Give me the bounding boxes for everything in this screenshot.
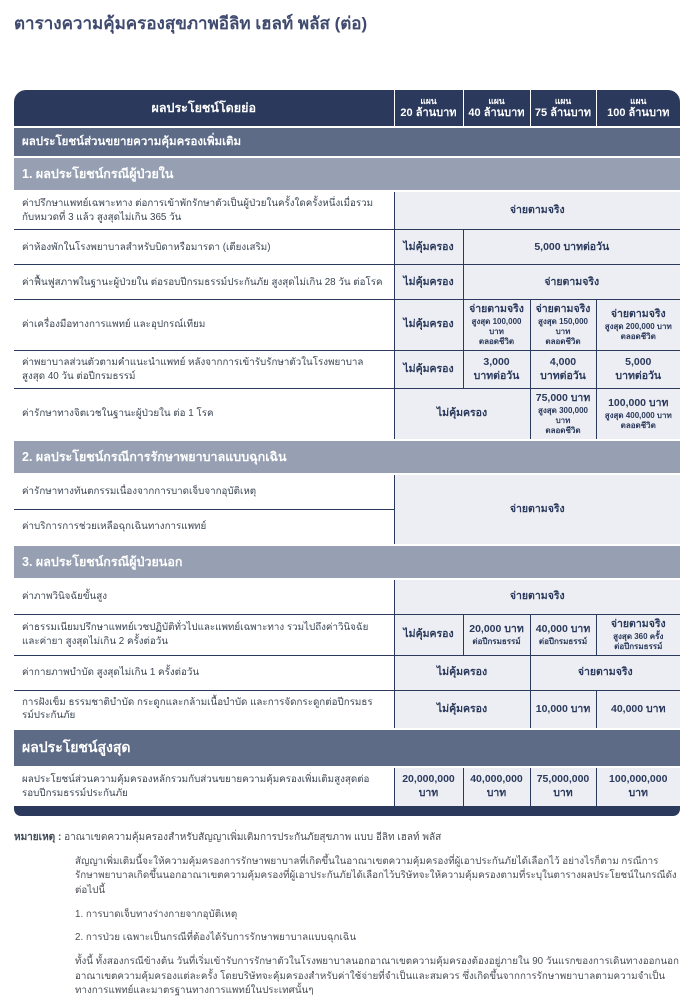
plan-label: แผน — [630, 96, 647, 107]
table-row — [14, 191, 680, 230]
plan75-value-cell — [530, 767, 596, 806]
plan20-value-cell: ไม่คุ้มครอง — [394, 265, 463, 300]
plan100-value-cell — [596, 767, 680, 806]
plan-40m-header — [463, 90, 530, 127]
value-main: 100,000 บาท — [608, 397, 669, 410]
value-sub: ต่อปีกรมธรรม์ — [472, 636, 521, 646]
notes-heading — [14, 830, 680, 845]
plan20-value-cell — [394, 767, 463, 806]
benefit-desc-cell: ค่าห้องพักในโรงพยาบาลสำหรับบิดาหรือมารดา (เตียงเสริม) — [14, 230, 394, 265]
notes-item-1: 1. การบาดเจ็บทางร่างกายจากอุบัติเหตุ — [75, 908, 238, 920]
coverage-table-container — [14, 90, 680, 816]
plans40-100-value-cell: จ่ายตามจริง — [463, 265, 680, 300]
table-row — [14, 389, 680, 440]
plan-75m-header — [530, 90, 596, 127]
max-benefit-title: ผลประโยชน์สูงสุด — [14, 729, 680, 767]
plans20-40-value-cell: ไม่คุ้มครอง — [394, 389, 530, 440]
value-amount: 75,000,000 — [536, 773, 590, 786]
plans75-100-value-cell: จ่ายตามจริง — [530, 655, 680, 690]
table-header-row — [14, 90, 680, 127]
plan20-value-cell: ไม่คุ้มครอง — [394, 230, 463, 265]
page-title: ตารางความคุ้มครองสุขภาพอีลิท เฮลท์ พลัส (ต่อ) — [14, 14, 368, 33]
plan100-value-cell — [596, 300, 680, 351]
value-sub: ตลอดชีวิต — [620, 332, 656, 342]
notes-paragraph-2: ทั้งนี้ ทั้งสองกรณีข้างต้น วันที่เริ่มเข้ารับการรักษาตัวในโรงพยาบาลนอกอาณาเขตความคุ้มครองต้องอยู่ภายใน 90 วันแรกของการเดินทางออกนอกอาณาเขตความคุ้มครองแต่ละครั้ง โดยบริษัทจะคุ้มครองสำหรับค่าใช้จ่ายที่จำเป็นและสมควร ซึ่งเกิดขึ้นจากการรักษาพยาบาลตามความจำเป็นทางการแพทย์และมาตรฐานทางการแพทย์ในประเทศนั้นๆ — [75, 955, 679, 997]
table-row — [14, 767, 680, 806]
value-line: 5,000 — [625, 356, 652, 369]
benefit-desc-cell: ค่ารักษาทางจิตเวชในฐานะผู้ป่วยใน ต่อ 1 โรค — [14, 389, 394, 440]
plan-amount: 40 ล้านบาท — [468, 106, 525, 119]
section1-title: 1. ผลประโยชน์กรณีผู้ป่วยใน — [14, 157, 680, 191]
plan-amount: 20 ล้านบาท — [400, 106, 457, 119]
plan75-value-cell — [530, 389, 596, 440]
plan100-value-cell — [596, 615, 680, 656]
all-plans-value-cell: จ่ายตามจริง — [394, 579, 680, 615]
section3-header — [14, 545, 680, 579]
plan20-value-cell: ไม่คุ้มครอง — [394, 351, 463, 389]
table-row — [14, 230, 680, 265]
value-sub: สูงสุด 360 ครั้ง — [613, 631, 664, 641]
benefit-desc-cell: ค่าพยาบาลส่วนตัวตามคำแนะนำแพทย์ หลังจากการเข้ารับรักษาตัวในโรงพยาบาลสูงสุด 40 วัน ต่อปีกรมธรรม์ — [14, 351, 394, 389]
expanded-benefits-band-label: ผลประโยชน์ส่วนขยายความคุ้มครองเพิ่มเติม — [14, 127, 680, 157]
notes-body — [75, 855, 680, 999]
table-row — [14, 351, 680, 389]
table-row — [14, 615, 680, 656]
value-amount: 40,000,000 — [470, 773, 523, 786]
all-plans-value-cell: จ่ายตามจริง — [394, 191, 680, 230]
notes-label: หมายเหตุ : — [14, 831, 62, 843]
plan75-value-cell — [530, 351, 596, 389]
benefit-desc-cell: การฝังเข็ม ธรรมชาติบำบัด กระดูกและกล้ามเนื้อบำบัด และการจัดกระดูกต่อปีกรมธรรม์ประกันภัย — [14, 690, 394, 729]
plan40-value-cell — [463, 351, 530, 389]
plan20-value-cell: ไม่คุ้มครอง — [394, 300, 463, 351]
plan100-value-cell — [596, 389, 680, 440]
value-sub: สูงสุด 300,000 บาท — [537, 406, 588, 426]
plan40-value-cell — [463, 767, 530, 806]
value-main: 20,000 บาท — [469, 623, 524, 636]
section3-title: 3. ผลประโยชน์กรณีผู้ป่วยนอก — [14, 545, 680, 579]
plan-label: แผน — [554, 96, 572, 107]
value-line: 3,000 — [483, 356, 510, 369]
value-sub: สูงสุด 200,000 บาท — [604, 322, 672, 332]
value-main: จ่ายตามจริง — [535, 303, 591, 316]
plan-amount: 100 ล้านบาท — [607, 106, 670, 119]
table-row — [14, 579, 680, 615]
max-benefit-band — [14, 729, 680, 767]
coverage-table — [14, 90, 680, 816]
section2-header — [14, 440, 680, 474]
value-sub: ตลอดชีวิต — [545, 337, 581, 347]
value-sub: ตลอดชีวิต — [620, 421, 656, 431]
plan100-value-cell: 40,000 บาท — [596, 690, 680, 729]
plans20-40-value-cell: ไม่คุ้มครอง — [394, 690, 530, 729]
expanded-benefits-band — [14, 127, 680, 157]
value-unit: บาท — [418, 786, 439, 799]
plan75-value-cell — [530, 300, 596, 351]
value-amount: 100,000,000 — [609, 773, 668, 786]
section2-title: 2. ผลประโยชน์กรณีการรักษาพยาบาลแบบฉุกเฉิน — [14, 440, 680, 474]
plan-amount: 75 ล้านบาท — [534, 106, 592, 119]
notes-title: อาณาเขตความคุ้มครองสำหรับสัญญาเพิ่มเติมการประกันภัยสุขภาพ แบบ อีลิท เฮลท์ พลัส — [64, 831, 442, 843]
benefit-desc-cell: ผลประโยชน์ส่วนความคุ้มครองหลักรวมกับส่วนขยายความคุ้มครองเพิ่มเติมสูงสุดต่อรอบปีกรมธรรม์ประกันภัย — [14, 767, 394, 806]
table-row — [14, 655, 680, 690]
plan-label: แผน — [420, 96, 437, 107]
value-unit: บาท — [628, 786, 648, 799]
plan75-value-cell: 10,000 บาท — [530, 690, 596, 729]
value-line: บาทต่อวัน — [615, 369, 662, 382]
value-main: 75,000 บาท — [535, 392, 591, 405]
value-main: จ่ายตามจริง — [469, 303, 524, 316]
plan-label: แผน — [488, 96, 505, 107]
benefit-column-header: ผลประโยชน์โดยย่อ — [14, 90, 394, 127]
plans40-100-value-cell: 5,000 บาทต่อวัน — [463, 230, 680, 265]
benefit-desc-cell: ค่าธรรมเนียมปรึกษาแพทย์เวชปฏิบัติทั่วไปและแพทย์เฉพาะทาง รวมไปถึงค่าวินิจฉัยและค่ายา สูงสุดไม่เกิน 2 ครั้งต่อวัน — [14, 615, 394, 656]
benefit-desc-cell: ค่าฟื้นฟูสภาพในฐานะผู้ป่วยใน ต่อรอบปีกรมธรรม์ประกันภัย สูงสุดไม่เกิน 28 วัน ต่อโรค — [14, 265, 394, 300]
value-main: จ่ายตามจริง — [610, 308, 666, 321]
notes-item-2: 2. การป่วย เฉพาะเป็นกรณีที่ต้องได้รับการรักษาพยาบาลแบบฉุกเฉิน — [75, 932, 357, 944]
value-sub: ต่อปีกรมธรรม์ — [614, 641, 663, 651]
value-sub: สูงสุด 150,000 บาท — [537, 317, 588, 337]
section1-header — [14, 157, 680, 191]
value-main: จ่ายตามจริง — [610, 618, 666, 631]
value-unit: บาท — [486, 786, 507, 799]
benefit-desc-cell: ค่าเครื่องมือทางการแพทย์ และอุปกรณ์เทียม — [14, 300, 394, 351]
value-sub: ตลอดชีวิต — [545, 426, 581, 436]
benefit-desc-cell: ค่าปรึกษาแพทย์เฉพาะทาง ต่อการเข้าพักรักษาตัวเป็นผู้ป่วยในครั้งใดครั้งหนึ่งเมื่อรวมกับหมวดที่ 3 แล้ว สูงสุดไม่เกิน 365 วัน — [14, 191, 394, 230]
value-sub: ตลอดชีวิต — [478, 337, 515, 347]
plan100-value-cell — [596, 351, 680, 389]
value-amount: 20,000,000 — [402, 773, 455, 786]
value-sub: สูงสุด 100,000 บาท — [471, 317, 522, 337]
value-line: 4,000 — [549, 356, 577, 369]
table-row — [14, 265, 680, 300]
value-sub: ต่อปีกรมธรรม์ — [538, 636, 588, 646]
benefit-desc-cell: ค่ากายภาพบำบัด สูงสุดไม่เกิน 1 ครั้งต่อวัน — [14, 655, 394, 690]
notes-paragraph-1: สัญญาเพิ่มเติมนี้จะให้ความคุ้มครองการรักษาพยาบาลที่เกิดขึ้นในอาณาเขตความคุ้มครองที่ผู้เอาประกันภัยได้เลือกไว้ อย่างไรก็ตาม กรณีการรักษาพยาบาลเกิดขึ้นนอกอาณาเขตความคุ้มครองที่ผู้เอาประกันภัยได้เลือกไว้บริษัทจะให้ความคุ้มครองตามที่ระบุในตารางผลประโยชน์ในกรณีดังต่อไปนี้ — [75, 855, 677, 896]
value-main: 40,000 บาท — [535, 623, 591, 636]
value-sub: สูงสุด 400,000 บาท — [604, 411, 672, 421]
benefit-desc-cell: ค่าภาพวินิจฉัยขั้นสูง — [14, 579, 394, 615]
value-unit: บาท — [553, 786, 573, 799]
table-row — [14, 474, 680, 510]
benefit-desc-cell: ค่าบริการการช่วยเหลือฉุกเฉินทางการแพทย์ — [14, 510, 394, 546]
all-plans-merged-value-cell: จ่ายตามจริง — [394, 474, 680, 545]
table-row — [14, 300, 680, 351]
benefit-desc-cell: ค่ารักษาทางทันตกรรมเนื่องจากการบาดเจ็บจากอุบัติเหตุ — [14, 474, 394, 510]
value-line: บาทต่อวัน — [473, 369, 520, 382]
plan20-value-cell: ไม่คุ้มครอง — [394, 615, 463, 656]
plan40-value-cell — [463, 300, 530, 351]
notes-section — [14, 830, 680, 999]
plan75-value-cell — [530, 615, 596, 656]
plan-100m-header — [596, 90, 680, 127]
plans20-40-value-cell: ไม่คุ้มครอง — [394, 655, 530, 690]
table-footer-bar — [14, 806, 680, 816]
plan40-value-cell — [463, 615, 530, 656]
table-row — [14, 690, 680, 729]
footer-bar — [14, 806, 680, 816]
plan-20m-header — [394, 90, 463, 127]
value-line: บาทต่อวัน — [540, 369, 586, 382]
